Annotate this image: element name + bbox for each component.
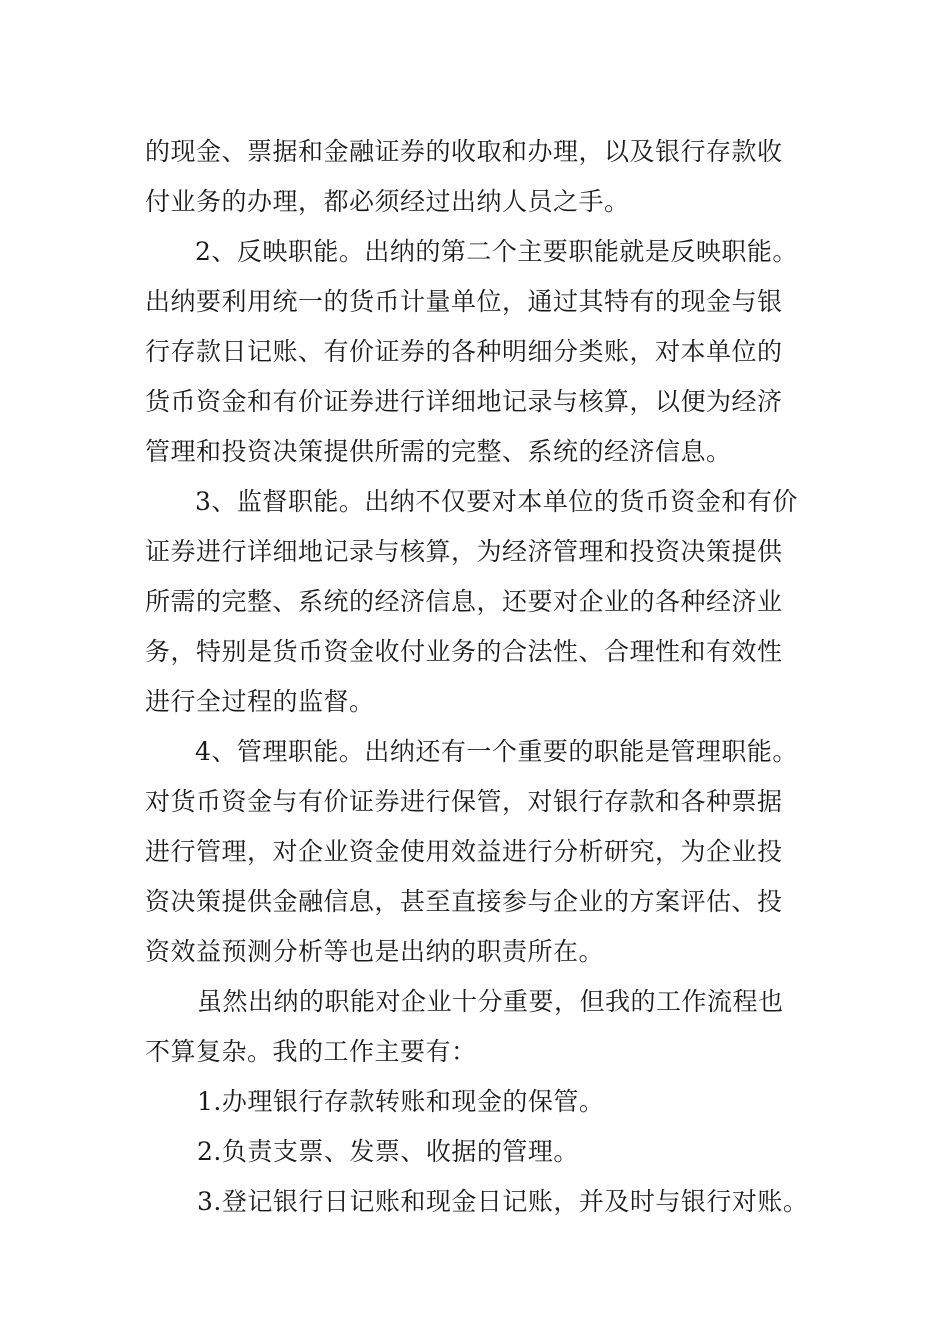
text-line: 进行管理，对企业资金使用效益进行分析研究，为企业投 xyxy=(145,837,783,866)
text-line: 务，特别是货币资金收付业务的合法性、合理性和有效性 xyxy=(145,637,783,666)
list-item: 2.负责支票、发票、收据的管理。 xyxy=(197,1137,579,1166)
text-line: 货币资金和有价证券进行详细地记录与核算，以便为经济 xyxy=(145,387,783,416)
text-line: 所需的完整、系统的经济信息，还要对企业的各种经济业 xyxy=(145,587,783,616)
list-item: 1.办理银行存款转账和现金的保管。 xyxy=(197,1087,605,1116)
text-line: 不算复杂。我的工作主要有： xyxy=(145,1037,477,1066)
paragraph-start-line: 4、管理职能。出纳还有一个重要的职能是管理职能。 xyxy=(195,737,798,766)
text-line: 管理和投资决策提供所需的完整、系统的经济信息。 xyxy=(145,437,732,466)
text-line: 资效益预测分析等也是出纳的职责所在。 xyxy=(145,937,605,966)
text-line: 进行全过程的监督。 xyxy=(145,687,375,716)
paragraph-start-line: 2、反映职能。出纳的第二个主要职能就是反映职能。 xyxy=(195,237,798,266)
paragraph-start-line: 虽然出纳的职能对企业十分重要，但我的工作流程也 xyxy=(197,987,784,1016)
text-line: 证券进行详细地记录与核算，为经济管理和投资决策提供 xyxy=(145,537,783,566)
text-line: 的现金、票据和金融证券的收取和办理，以及银行存款收 xyxy=(145,137,783,166)
text-line: 出纳要利用统一的货币计量单位，通过其特有的现金与银 xyxy=(145,287,783,316)
text-line: 行存款日记账、有价证券的各种明细分类账，对本单位的 xyxy=(145,337,783,366)
text-line: 付业务的办理，都必须经过出纳人员之手。 xyxy=(145,187,630,216)
paragraph-start-line: 3、监督职能。出纳不仅要对本单位的货币资金和有价 xyxy=(195,487,798,516)
list-item: 3.登记银行日记账和现金日记账，并及时与银行对账。 xyxy=(197,1187,809,1216)
text-line: 对货币资金与有价证券进行保管，对银行存款和各种票据 xyxy=(145,787,783,816)
text-line: 资决策提供金融信息，甚至直接参与企业的方案评估、投 xyxy=(145,887,783,916)
